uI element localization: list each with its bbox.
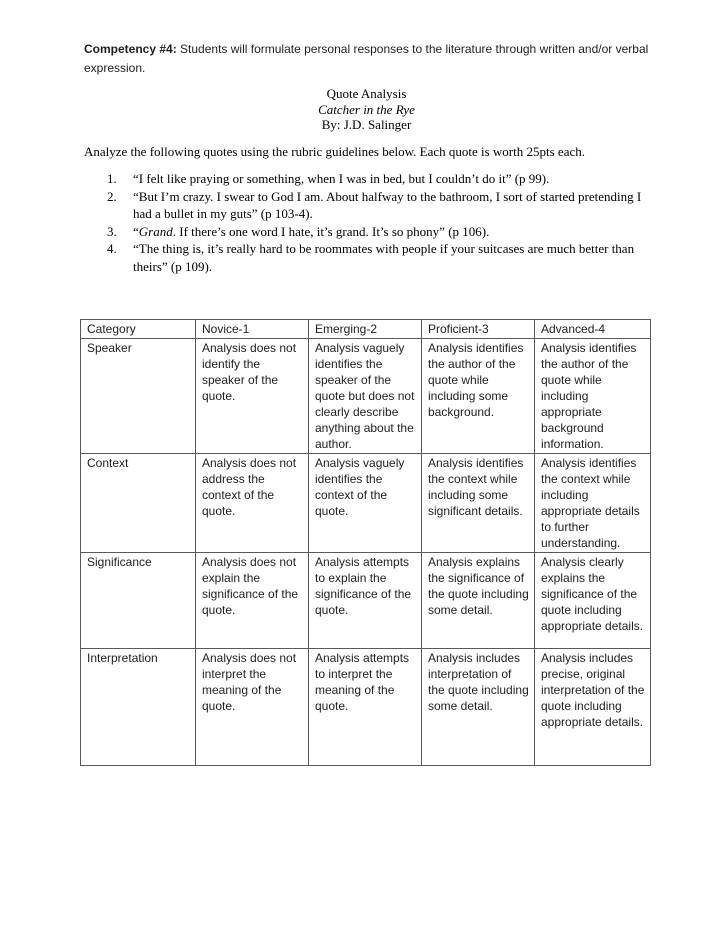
cell-interpretation-novice: Analysis does not interpret the meaning of the quote. xyxy=(196,649,309,766)
cell-interpretation-advanced: Analysis includes precise, original interpretation of the quote including appropriate details. xyxy=(535,649,651,766)
header-advanced-4: Advanced-4 xyxy=(535,320,651,339)
competency-paragraph xyxy=(84,40,649,78)
cell-interpretation-emerging: Analysis attempts to interpret the meaning of the quote. xyxy=(309,649,422,766)
competency-label: Competency #4: xyxy=(84,42,177,56)
row-label: Speaker xyxy=(81,339,196,454)
title-block xyxy=(84,86,649,133)
cell-context-novice: Analysis does not address the context of the quote. xyxy=(196,454,309,553)
quote-text: “But I’m crazy. I swear to God I am. About halfway to the bathroom, I sort of started pretending I had a bullet in my guts” (p 103-4). xyxy=(133,188,642,221)
competency-text: Students will formulate personal responses to the literature through written and/or verbal expression. xyxy=(84,42,649,75)
table-row-interpretation xyxy=(81,649,651,766)
quote-number: 3. xyxy=(107,223,117,239)
quote-text xyxy=(133,223,649,241)
quote-text: “I felt like praying or something, when I was in bed, but I couldn’t do it” (p 99). xyxy=(133,171,550,186)
cell-speaker-proficient: Analysis identifies the author of the quote while including some background. xyxy=(422,339,535,454)
quote-open-quote: “ xyxy=(133,223,139,239)
table-row-speaker xyxy=(81,339,651,454)
quote-item-4 xyxy=(84,240,649,275)
cell-interpretation-proficient: Analysis includes interpretation of the quote including some detail. xyxy=(422,649,535,766)
quote-item-1 xyxy=(84,170,649,188)
rubric-header-row xyxy=(81,320,651,339)
cell-significance-emerging: Analysis attempts to explain the significance of the quote. xyxy=(309,553,422,649)
instructions-paragraph: Analyze the following quotes using the rubric guidelines below. Each quote is worth 25pts each. xyxy=(84,143,585,159)
rubric-table xyxy=(80,319,651,766)
quote-item-2 xyxy=(84,188,649,223)
quote-number: 1. xyxy=(107,171,117,186)
quote-item-3 xyxy=(84,223,649,241)
table-row-significance xyxy=(81,553,651,649)
table-row-context xyxy=(81,454,651,553)
row-label: Interpretation xyxy=(81,649,196,766)
cell-significance-novice: Analysis does not explain the significance of the quote. xyxy=(196,553,309,649)
header-proficient-3: Proficient-3 xyxy=(422,320,535,339)
cell-context-emerging: Analysis vaguely identifies the context of the quote. xyxy=(309,454,422,553)
quote-rest: . If there’s one word I hate, it’s grand. It’s so phony” (p 106). xyxy=(172,223,490,239)
author-line: By: J.D. Salinger xyxy=(321,117,412,132)
row-label: Significance xyxy=(81,553,196,649)
row-label: Context xyxy=(81,454,196,553)
header-novice-1: Novice-1 xyxy=(196,320,309,339)
book-title: Catcher in the Rye xyxy=(318,101,415,117)
cell-speaker-novice: Analysis does not identify the speaker of the quote. xyxy=(196,339,309,454)
header-category: Category xyxy=(81,320,196,339)
quote-number: 4. xyxy=(107,241,117,256)
doc-title: Quote Analysis xyxy=(326,86,407,101)
cell-speaker-emerging: Analysis vaguely identifies the speaker of the quote but does not clearly describe anything about the author. xyxy=(309,339,422,454)
header-emerging-2: Emerging-2 xyxy=(309,320,422,339)
cell-significance-proficient: Analysis explains the significance of the quote including some detail. xyxy=(422,553,535,649)
quote-number: 2. xyxy=(107,188,117,204)
cell-context-advanced: Analysis identifies the context while including appropriate details to further understanding. xyxy=(535,454,651,553)
quote-text: “The thing is, it’s really hard to be roommates with people if your suitcases are much better than theirs” (p 109). xyxy=(133,241,635,274)
quote-list xyxy=(84,170,649,275)
quote-italic-word: Grand xyxy=(138,223,173,239)
cell-significance-advanced: Analysis clearly explains the significance of the quote including appropriate details. xyxy=(535,553,651,649)
cell-speaker-advanced: Analysis identifies the author of the quote while including appropriate background information. xyxy=(535,339,651,454)
cell-context-proficient: Analysis identifies the context while including some significant details. xyxy=(422,454,535,553)
